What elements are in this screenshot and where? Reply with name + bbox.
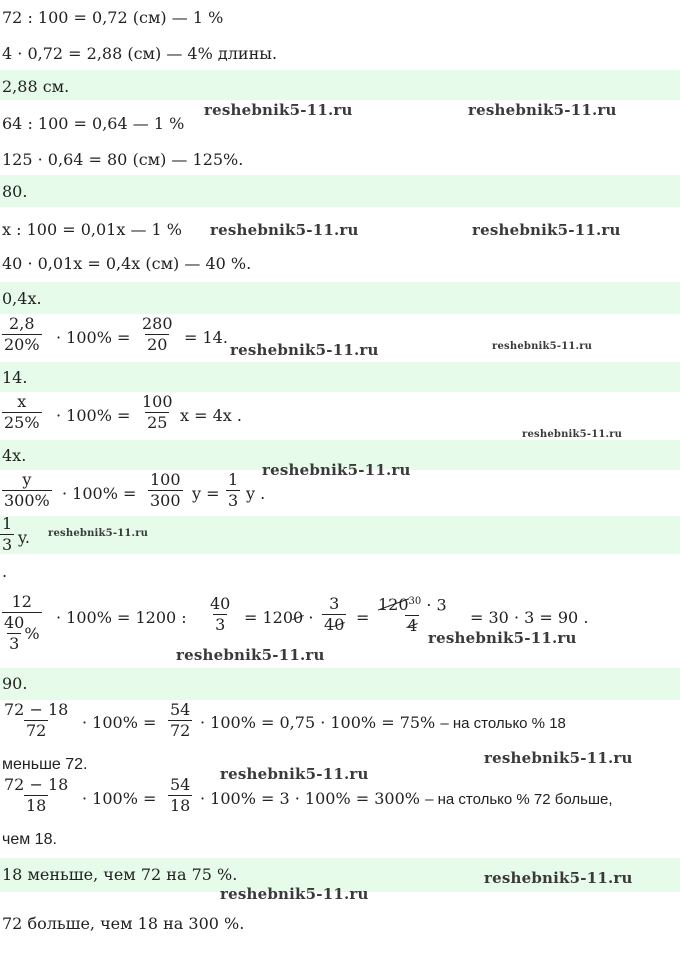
cancelled-number: 4 [407, 616, 418, 636]
formula-part: · 100% = [62, 484, 137, 503]
numerator: 100 [142, 392, 173, 411]
denominator: 300 [150, 491, 181, 510]
solution-line: . [2, 562, 8, 581]
formula-part: = 14. [184, 328, 228, 347]
denominator: 3 [215, 615, 226, 634]
denominator: 18 [25, 796, 47, 815]
fraction [322, 594, 346, 635]
watermark: reshebnik5-11.ru [230, 341, 379, 359]
watermark: reshebnik5-11.ru [210, 221, 359, 239]
answer-line: 18 меньше, чем 72 на 75 %. [2, 865, 238, 884]
solution-line: чем 18. [2, 831, 57, 848]
formula-part: · 100% = [56, 328, 131, 347]
numerator: 3 [329, 594, 340, 613]
watermark: reshebnik5-11.ru [48, 528, 149, 539]
fraction [168, 775, 192, 816]
watermark: reshebnik5-11.ru [468, 101, 617, 119]
denominator: 3 [9, 634, 20, 653]
answer-line: y. [18, 528, 30, 547]
numerator: y [22, 470, 32, 489]
cancelled-digit: 0 [334, 615, 345, 634]
watermark: reshebnik5-11.ru [262, 461, 411, 479]
watermark: reshebnik5-11.ru [176, 646, 325, 664]
denominator: 20 [147, 335, 168, 354]
denominator [405, 615, 419, 636]
watermark: reshebnik5-11.ru [522, 429, 623, 440]
numerator: x [17, 392, 27, 411]
formula-part: y . [246, 484, 266, 503]
denominator: 18 [170, 796, 191, 815]
denominator: 72 [25, 721, 47, 740]
numerator: 1 [228, 470, 239, 489]
fraction [2, 592, 42, 654]
solution-line: 125 · 0,64 = 80 (см) — 125%. [2, 150, 244, 169]
cancelled-digit: 0 [293, 608, 304, 627]
formula-part: · 100% = 1200 : [56, 608, 187, 627]
answer-band [0, 282, 680, 314]
answer-line: 2,88 см. [2, 77, 70, 96]
numerator: 72 − 18 [4, 700, 69, 719]
answer-line: 90. [2, 674, 28, 693]
numerator: 12 [11, 592, 32, 611]
percent-sign: % [24, 623, 40, 643]
denominator: 20% [4, 335, 40, 354]
numerator: 1 [2, 514, 13, 533]
answer-line: 72 больше, чем 18 на 300 %. [2, 914, 245, 933]
cancelled-number: 120 [378, 595, 409, 615]
answer-line: 4x. [2, 446, 27, 465]
fraction [226, 470, 240, 511]
watermark: reshebnik5-11.ru [484, 869, 633, 887]
answer-line: 80. [2, 182, 28, 201]
reduced-value: 30 [408, 596, 422, 607]
watermark: reshebnik5-11.ru [428, 629, 577, 647]
denominator: 40 [324, 615, 345, 634]
explanation: – на столько % 18 [440, 715, 566, 732]
fraction [208, 594, 232, 635]
formula-part: · 100% = [82, 789, 157, 808]
watermark: reshebnik5-11.ru [472, 221, 621, 239]
fraction [2, 392, 42, 433]
numerator: 54 [170, 700, 191, 719]
formula-part: · 100% = [56, 406, 131, 425]
numerator: 2,8 [9, 314, 35, 333]
formula-part: · 100% = [82, 713, 157, 732]
fraction [0, 514, 14, 555]
numerator: 54 [170, 775, 191, 794]
numerator: 100 [150, 470, 181, 489]
watermark: reshebnik5-11.ru [484, 749, 633, 767]
numerator: 72 − 18 [4, 775, 69, 794]
fraction [148, 470, 183, 511]
denominator: 3 [2, 535, 13, 554]
fraction [2, 775, 70, 816]
denominator: 3 [228, 491, 239, 510]
solution-line: 40 · 0,01x = 0,4x (см) — 40 %. [2, 254, 252, 273]
answer-band [0, 362, 680, 392]
formula-part: = 120 [244, 608, 294, 627]
fraction [140, 392, 175, 433]
denominator: 300% [4, 491, 50, 510]
formula-part: y = [192, 484, 220, 503]
explanation: – на столько % 72 больше, [425, 791, 613, 808]
solution-line: x : 100 = 0,01x — 1 % [2, 220, 182, 239]
numerator: 280 [142, 314, 173, 333]
watermark: reshebnik5-11.ru [220, 885, 369, 903]
formula-part: · [308, 608, 314, 627]
formula-part: = 30 · 3 = 90 . [470, 608, 589, 627]
watermark: reshebnik5-11.ru [492, 341, 593, 352]
solution-line: меньше 72. [2, 756, 88, 773]
answer-band [0, 70, 680, 100]
watermark: reshebnik5-11.ru [220, 765, 369, 783]
formula-part: = [356, 608, 370, 627]
numerator: 40 [4, 613, 25, 632]
formula-part: x = 4x . [180, 406, 242, 425]
fraction [2, 700, 70, 741]
answer-band [0, 175, 680, 207]
fraction [168, 700, 192, 741]
answer-band [0, 668, 680, 700]
denominator: 25 [147, 413, 168, 432]
solution-line: 72 : 100 = 0,72 (см) — 1 % [2, 8, 224, 27]
answer-line: 14. [2, 368, 28, 387]
numerator: 40 [210, 594, 231, 613]
fraction [140, 314, 175, 355]
answer-line: 0,4x. [2, 289, 42, 308]
solution-line: 4 · 0,72 = 2,88 (см) — 4% длины. [2, 44, 278, 63]
formula-part [244, 608, 313, 628]
denominator: 72 [170, 721, 191, 740]
numerator: 120 $^{30}$ · 3 [378, 595, 447, 615]
denominator: 25% [4, 413, 40, 432]
formula-part: · 100% = 3 · 100% = 300% – на столько % 72 больше, [200, 789, 613, 808]
fraction [2, 470, 52, 511]
fraction [2, 314, 42, 355]
solution-line: 64 : 100 = 0,64 — 1 % [2, 114, 185, 133]
denominator [2, 612, 42, 654]
watermark: reshebnik5-11.ru [204, 101, 353, 119]
formula-part: · 100% = 0,75 · 100% = 75% – на столько % 18 [200, 713, 566, 732]
